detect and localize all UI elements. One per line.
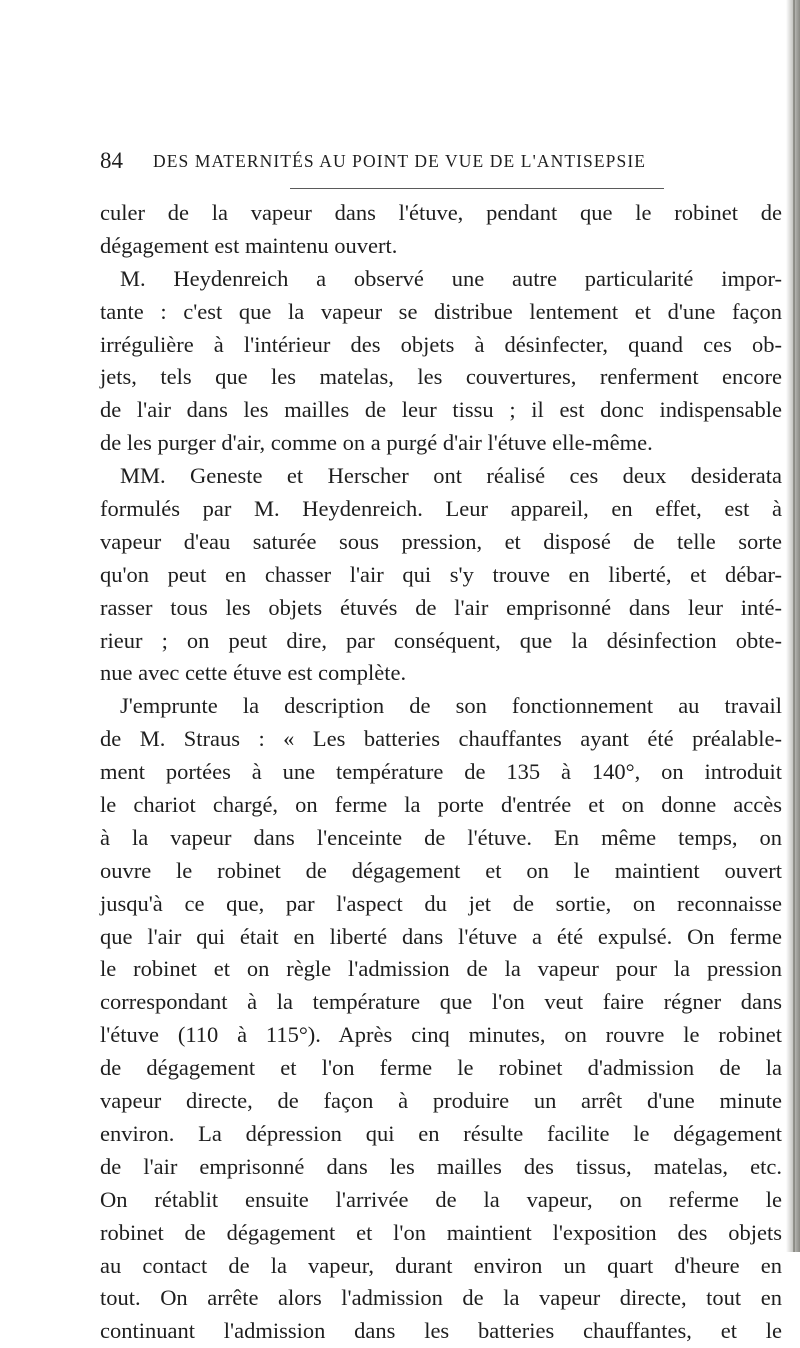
text-line: J'emprunte la description de son fonctionnement au travail <box>120 693 782 719</box>
text-line: dégagement est maintenu ouvert. <box>100 232 398 258</box>
text-line: nue avec cette étuve est complète. <box>100 660 407 686</box>
text-line: jusqu'à ce que, par l'aspect du jet de sortie, on reconnaisse <box>100 890 782 916</box>
text-line: vapeur directe, de façon à produire un arrêt d'une minute <box>100 1088 782 1114</box>
running-head: DES MATERNITÉS AU POINT DE VUE DE L'ANTISEPSIE <box>153 151 647 171</box>
text-line: de dégagement et l'on ferme le robinet d'admission de la <box>100 1055 782 1081</box>
text-line: tout. On arrête alors l'admission de la vapeur directe, tout en <box>100 1285 782 1311</box>
text-line: On rétablit ensuite l'arrivée de la vapeur, on referme le <box>100 1186 782 1212</box>
text-line: robinet de dégagement et l'on maintient l'exposition des objets <box>100 1219 782 1245</box>
text-line: de l'air emprisonné dans les mailles des tissus, matelas, etc. <box>100 1153 782 1179</box>
text-line: MM. Geneste et Herscher ont réalisé ces deux desiderata <box>120 463 782 489</box>
text-line: continuant l'admission dans les batteries chauffantes, et le <box>100 1318 782 1344</box>
page-header <box>100 146 780 178</box>
text-line: le chariot chargé, on ferme la porte d'entrée et on donne accès <box>100 792 782 818</box>
text-line: de les purger d'air, comme on a purgé d'air l'étuve elle-même. <box>100 430 653 456</box>
text-line: formulés par M. Heydenreich. Leur appareil, en effet, est à <box>100 496 782 522</box>
text-line: au contact de la vapeur, durant environ un quart d'heure en <box>100 1252 782 1278</box>
text-line: ment portées à une température de 135 à 140°, on introduit <box>100 759 782 785</box>
text-line: jets, tels que les matelas, les couvertures, renferment encore <box>100 364 782 390</box>
text-line: rieur ; on peut dire, par conséquent, que la désinfection obte- <box>100 627 782 653</box>
page-edge-line <box>793 0 795 1252</box>
header-rule <box>290 188 664 189</box>
text-line: de l'air dans les mailles de leur tissu ; il est donc indispensable <box>100 397 782 423</box>
text-line: ouvre le robinet de dégagement et on le maintient ouvert <box>100 857 782 883</box>
text-line: rasser tous les objets étuvés de l'air emprisonné dans leur inté- <box>100 594 782 620</box>
text-line: M. Heydenreich a observé une autre particularité impor- <box>120 265 782 291</box>
text-line: à la vapeur dans l'enceinte de l'étuve. En même temps, on <box>100 824 782 850</box>
text-line: que l'air qui était en liberté dans l'étuve a été expulsé. On ferme <box>100 923 782 949</box>
text-line: de M. Straus : « Les batteries chauffantes ayant été préalable- <box>100 726 782 752</box>
text-line: le robinet et on règle l'admission de la vapeur pour la pression <box>100 956 782 982</box>
text-line: vapeur d'eau saturée sous pression, et disposé de telle sorte <box>100 528 782 554</box>
text-line: correspondant à la température que l'on veut faire régner dans <box>100 989 782 1015</box>
body-text <box>100 197 782 1348</box>
text-line: irrégulière à l'intérieur des objets à désinfecter, quand ces ob- <box>100 331 782 357</box>
text-line: culer de la vapeur dans l'étuve, pendant que le robinet de <box>100 200 782 225</box>
text-line: tante : c'est que la vapeur se distribue lentement et d'une façon <box>100 298 782 324</box>
text-line: environ. La dépression qui en résulte facilite le dégagement <box>100 1120 782 1146</box>
page-number: 84 <box>100 148 123 173</box>
text-line: l'étuve (110 à 115°). Après cinq minutes, on rouvre le robinet <box>100 1022 782 1048</box>
text-line: qu'on peut en chasser l'air qui s'y trouve en liberté, et débar- <box>100 561 782 587</box>
